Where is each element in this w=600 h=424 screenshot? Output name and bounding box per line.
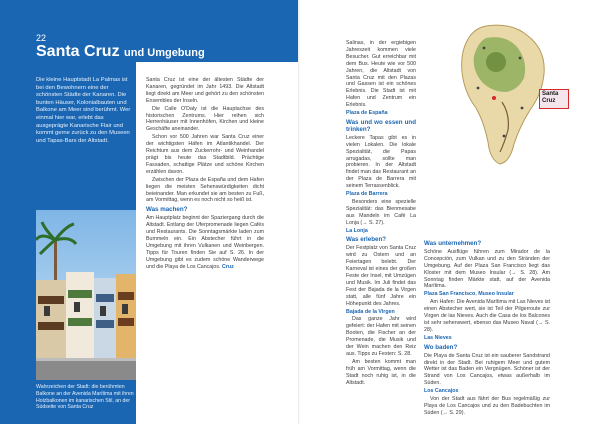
- page-number: 22: [36, 33, 47, 43]
- paragraph: Die Calle O'Daly ist die Hauptachse des historischen Zentrums. Hier reihen sich Herrenhäuser mit Innenhöfen, Kirchen und kleine Geschäfte aneinander.: [146, 105, 264, 133]
- paragraph: Am Hafen: Die Avenida Marítima mit Las Nieves ist einen Abstecher wert, sie ist Teil der Pilgerroute zur Virgen de las Nieves. Auch die Casa de los Balcones ist sehr sehenswert, ebenso das Museo Naval (→ S. 28).: [424, 299, 550, 333]
- intro-text: Die kleine Hauptstadt La Palmas ist bei den Bewohnern eine der schönsten Städte der Kanaren. Die bunten Häuser, Kolonialbauten und Balkone am Meer sind berühmt. Wer einmal hier war, erlebt das ausgeprägte Kanarische Flair und kommt gerne zurück zu den Museen und Tapas-Bars der Altstadt.: [36, 77, 131, 144]
- map-label-santa-cruz: Santa Cruz: [539, 89, 569, 109]
- right-text-column-2: [424, 238, 550, 418]
- balcony-photo: [36, 210, 136, 380]
- paragraph: [346, 228, 416, 235]
- inline-link[interactable]: Bajada de la Virgen: [346, 308, 395, 315]
- inline-link[interactable]: La Lonja: [346, 227, 368, 234]
- paragraph: Salinas, in der ergiebigen Jahreszeit kommen viele Besucher. Gut erreichbar mit dem Bus. Heute wie vor 500 Jahren, die Altstadt von Santa Cruz mit den Plazas und Gassen ist ein schönes Erlebnis. Die Stadt ist mit Hafen und Zentrum ein Erlebnis.: [346, 40, 416, 109]
- title-sub: und Umgebung: [124, 47, 205, 59]
- paragraph: Plaza San Francisco, Museo Insular: [424, 291, 514, 298]
- title-main: Santa Cruz: [36, 43, 120, 60]
- paragraph: Leckere Tapas gibt es in vielen Lokalen. Die lokale Spezialität, die Papas arrugadas, sollte man probieren. In der Altstadt findet man das Restaurant an der Plaza de Barrera mit seinem Terrassenblick.: [346, 134, 416, 190]
- paragraph: Schon vor 500 Jahren war Santa Cruz einer der wichtigsten Häfen im Atlantikhandel. Der Reichtum aus dem Zuckerrohr- und Weinhandel prägt bis heute das Stadtbild. Prächtige Fassaden, schattige Plätze und schöne Kirchen erzählen davon.: [146, 134, 264, 175]
- inline-link[interactable]: Cruz: [222, 263, 234, 270]
- paragraph: Der Festplatz von Santa Cruz wird zu Ostern und an Feiertagen belebt. Der Karneval ist eines der großen Feste der Insel, mit Umzügen und Musik. Im Juli findet das Fest der Bajada de la Virgen statt, alle fünf Jahre ein Höhepunkt des Jahres.: [346, 245, 416, 307]
- paragraph: Am besten kommt man früh am Vormittag, wenn die Stadt noch ruhig ist, in die Altstadt.: [346, 358, 416, 386]
- page-title: [36, 43, 205, 61]
- right-text-column-1: [346, 40, 416, 388]
- paragraph: Von der Stadt aus fährt der Bus regelmäßig zur Playa de Los Cancajos und zu den Badebuchten im Süden (→ S. 29).: [424, 396, 550, 416]
- paragraph: Santa Cruz ist eine der ältesten Städte der Kanaren, gegründet im Jahr 1493. Die Altstadt liegt direkt am Meer und gehört zu den schönsten Ensembles der Inseln.: [146, 77, 264, 104]
- inline-link[interactable]: Las Nieves: [424, 334, 452, 341]
- paragraph: Zwischen der Plaza de España und dem Hafen liegen die meisten Sehenswürdigkeiten dicht beieinander. Man erkundet sie am besten zu Fuß, am Vormittag, wenn es noch nicht so heiß ist.: [146, 176, 264, 204]
- inline-link[interactable]: Plaza de España: [346, 110, 388, 117]
- paragraph: Schöne Ausflüge führen zum Mirador de la Concepción, zum Vulkan und zu den Stränden der Umgebung. Auf der Plaza San Francisco liegt das Kloster mit dem Museo Insular (→ S. 28). Am Sonntag finden Märkte statt, auf der Avenida Marítima.: [424, 248, 550, 290]
- left-text-column: [146, 77, 264, 271]
- inline-link[interactable]: Plaza San Francisco: [424, 291, 476, 298]
- section-heading: Was und wo essen und trinken?: [346, 118, 416, 133]
- inline-link[interactable]: Plaza de Barrera: [346, 191, 388, 198]
- section-heading: Wo baden?: [424, 343, 458, 351]
- inline-link[interactable]: Los Cancajos: [424, 388, 459, 395]
- section-heading: Was erleben?: [346, 236, 387, 244]
- paragraph: [346, 309, 416, 316]
- paragraph: Die Playa de Santa Cruz ist ein sauberer Sandstrand direkt in der Stadt. Bei ruhigem Meer und gutem Wetter ist das Baden ein Vergnügen. Schöner ist der Strand von Los Cancajos, etwas außerhalb im Süden.: [424, 352, 550, 387]
- photo-caption: Wahrzeichen der Stadt: die berühmten Balkone an der Avenida Marítima mit ihren Holzbalkonen im kanarischen Stil, an der Südseite von Santa Cruz: [36, 384, 134, 411]
- paragraph: Am Hauptplatz beginnt der Spaziergang durch die Altstadt. Entlang der Uferpromenade liegen Cafés und Restaurants. Die Sonntagsmärkte laden zum Bummeln ein. Ein Abstecher führt in die Umgebung mit ihren Vulkanen und Weinbergen. Tipps für Touren finden Sie auf S. 26. In der Umgebung gibt es zudem schöne Wanderwege und die Playa de Los Cancajos. Cruz: [146, 215, 264, 270]
- paragraph: [346, 110, 416, 117]
- paragraph: [424, 388, 550, 395]
- section-heading: Was machen?: [146, 206, 188, 214]
- paragraph: [346, 191, 416, 198]
- paragraph: Das ganze Jahr wird gefeiert: der Hafen mit seinen Booten, die Fischer an der Promenade, die Musik und der Wein machen den Reiz aus. Tipps zu Festen: S. 28.: [346, 316, 416, 357]
- inline-link[interactable]: Museo Insular: [478, 291, 514, 298]
- paragraph: [424, 335, 550, 342]
- paragraph: Besonders eine spezielle Spezialität: das Bienmesabe aus Mandeln im Café La Lonja (→ S. 27).: [346, 198, 416, 226]
- section-heading: Was unternehmen?: [424, 240, 482, 247]
